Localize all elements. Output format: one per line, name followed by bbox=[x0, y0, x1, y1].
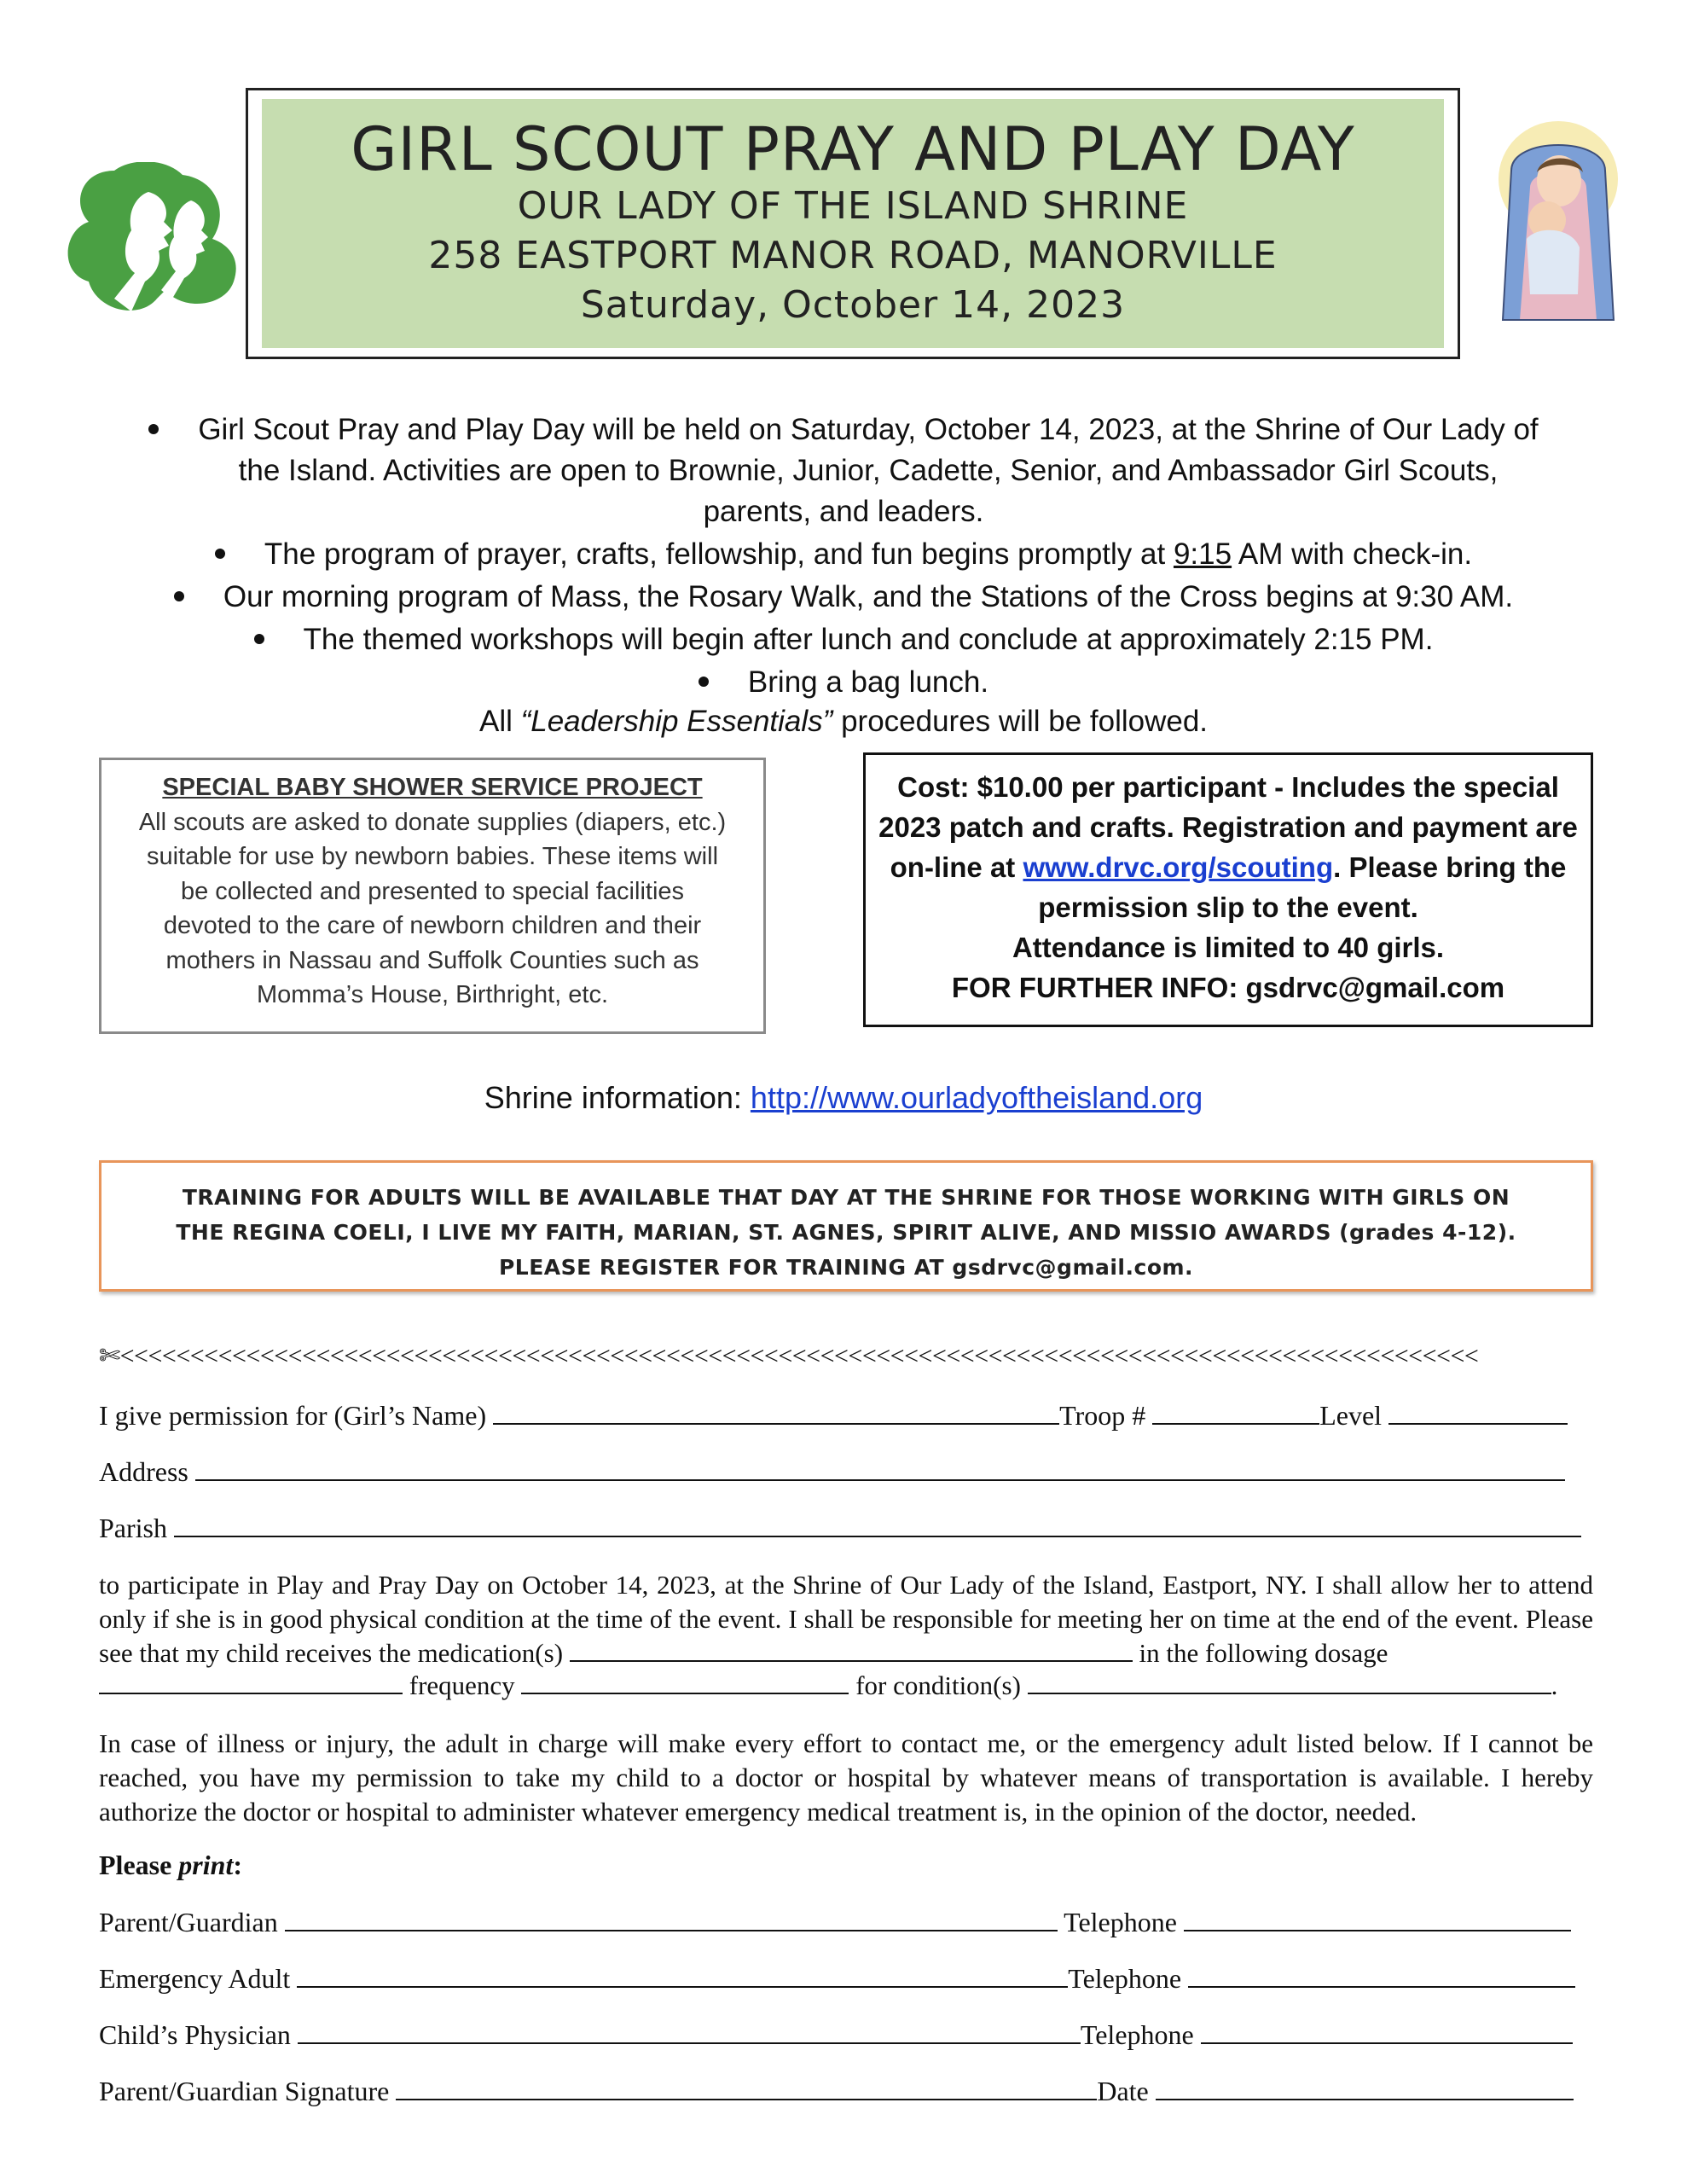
dosage-field[interactable] bbox=[99, 1672, 403, 1694]
shrine-address: 258 EASTPORT MANOR ROAD, MANORVILLE bbox=[428, 234, 1278, 277]
shrine-name: OUR LADY OF THE ISLAND SHRINE bbox=[517, 184, 1189, 228]
bullet-continuation bbox=[0, 491, 1687, 532]
cost-text-part: . Please bring the bbox=[1333, 851, 1567, 883]
emergency-paragraph: In case of illness or injury, the adult in charge will make every effort to contact me, or the emergency adult listed below. If I cannot be reached, you have my permission to take my child to a doctor or hospital by whatever means of transportation is available. I hereby authorize the doctor or hospital to administer whatever emergency medical treatment is, in the opinion of the doctor, needed. bbox=[99, 1728, 1593, 1827]
bullet-continuation bbox=[0, 450, 1687, 491]
permission-text: to participate in Play and Pray Day on October 14, 2023, at the Shrine of Our Lady of the Island, Eastport, NY. I shall allow her to attend only if she is in good physical condition at the time of the event. I shall be responsible for meeting her on time at the end of the event. Please see that my child receives the medication(s) bbox=[99, 1570, 1593, 1668]
baby-shower-text: mothers in Nassau and Suffolk Counties such as bbox=[165, 946, 699, 974]
bullet-text: parents, and leaders. bbox=[703, 495, 984, 528]
note-text: procedures will be followed. bbox=[832, 705, 1209, 738]
attendance-limit: Attendance is limited to 40 girls. bbox=[1012, 932, 1445, 963]
note-text: All bbox=[478, 705, 521, 738]
date-label: Date bbox=[1097, 2076, 1149, 2106]
colon-text: : bbox=[233, 1850, 242, 1880]
bullet-text: AM with check-in. bbox=[1232, 537, 1473, 571]
frequency-label: frequency bbox=[409, 1670, 515, 1700]
physician-row bbox=[99, 2018, 1573, 2051]
emergency-telephone-field[interactable] bbox=[1188, 1962, 1575, 1988]
parent-guardian-field[interactable] bbox=[285, 1906, 1058, 1931]
cost-text-part: on-line at bbox=[890, 851, 1023, 883]
baby-shower-text: suitable for use by newborn babies. These items will bbox=[146, 843, 719, 870]
emergency-adult-field[interactable] bbox=[297, 1962, 1068, 1988]
signature-row bbox=[99, 2075, 1574, 2107]
print-text: print bbox=[178, 1850, 234, 1880]
physician-telephone-field[interactable] bbox=[1201, 2018, 1573, 2044]
cost-text: permission slip to the event. bbox=[1038, 892, 1418, 923]
bullet-text: the Island. Activities are open to Brownie, Junior, Cadette, Senior, and Ambassador Girl Scouts, bbox=[238, 454, 1499, 487]
dosage-row bbox=[99, 1670, 1557, 1701]
registration-link[interactable]: www.drvc.org/scouting bbox=[1023, 851, 1334, 883]
level-field[interactable] bbox=[1388, 1399, 1568, 1425]
signature-label: Parent/Guardian Signature bbox=[99, 2076, 390, 2106]
physician-label: Child’s Physician bbox=[99, 2019, 291, 2050]
telephone-label: Telephone bbox=[1064, 1907, 1177, 1937]
bullet-item-morning-program bbox=[0, 577, 1687, 618]
please-text: Please bbox=[99, 1850, 179, 1880]
period: . bbox=[1551, 1670, 1558, 1700]
cost-info-box bbox=[863, 752, 1593, 1027]
bullet-text: Our morning program of Mass, the Rosary Walk, and the Stations of the Cross begins at 9:30 AM. bbox=[223, 580, 1514, 613]
bullet-item-event-info bbox=[0, 410, 1687, 450]
date-field[interactable] bbox=[1156, 2075, 1574, 2100]
baby-shower-text: Momma’s House, Birthright, etc. bbox=[256, 981, 609, 1008]
address-row bbox=[99, 1455, 1565, 1488]
telephone-label: Telephone bbox=[1068, 1963, 1182, 1994]
parish-field[interactable] bbox=[174, 1512, 1581, 1537]
girl-name-row bbox=[99, 1399, 1568, 1432]
bullet-text: Bring a bag lunch. bbox=[747, 665, 989, 699]
medication-field[interactable] bbox=[570, 1640, 1133, 1662]
shrine-information bbox=[0, 1080, 1687, 1116]
event-header bbox=[262, 99, 1444, 348]
baby-shower-project-box bbox=[99, 758, 766, 1034]
bullet-dot bbox=[699, 677, 709, 687]
emergency-adult-row bbox=[99, 1962, 1575, 1995]
contact-info: FOR FURTHER INFO: gsdrvc@gmail.com bbox=[951, 972, 1505, 1003]
adult-training-box bbox=[99, 1160, 1593, 1292]
bullet-item-workshops bbox=[0, 619, 1687, 660]
training-text: TRAINING FOR ADULTS WILL BE AVAILABLE THAT DAY AT THE SHRINE FOR THOSE WORKING WITH GIRLS ON bbox=[182, 1185, 1510, 1210]
leadership-essentials-title: “Leadership Essentials” bbox=[520, 705, 833, 738]
leadership-note bbox=[0, 701, 1687, 742]
check-in-time: 9:15 bbox=[1173, 537, 1232, 571]
event-title: GIRL SCOUT PRAY AND PLAY DAY bbox=[351, 114, 1355, 184]
bullet-dot bbox=[174, 591, 184, 601]
parent-guardian-row bbox=[99, 1906, 1571, 1938]
physician-field[interactable] bbox=[298, 2018, 1081, 2044]
bullet-dot bbox=[215, 549, 225, 559]
cut-line bbox=[99, 1341, 1478, 1371]
troop-number-field[interactable] bbox=[1152, 1399, 1319, 1425]
scissors-icon: ✄ bbox=[99, 1341, 120, 1371]
address-field[interactable] bbox=[195, 1455, 1565, 1481]
bullet-dot bbox=[254, 634, 264, 644]
troop-label: Troop # bbox=[1059, 1400, 1146, 1431]
signature-field[interactable] bbox=[396, 2075, 1097, 2100]
frequency-field[interactable] bbox=[521, 1672, 849, 1694]
dosage-label: in the following dosage bbox=[1139, 1638, 1388, 1668]
cost-text: 2023 patch and crafts. Registration and payment are bbox=[878, 811, 1578, 843]
girl-name-label: I give permission for (Girl’s Name) bbox=[99, 1400, 487, 1431]
parish-label: Parish bbox=[99, 1513, 167, 1543]
cost-text bbox=[866, 847, 1591, 887]
event-date: Saturday, October 14, 2023 bbox=[580, 283, 1126, 327]
shrine-website-link[interactable]: http://www.ourladyoftheisland.org bbox=[750, 1080, 1203, 1115]
girl-scout-trefoil-logo bbox=[63, 162, 242, 324]
baby-shower-title: SPECIAL BABY SHOWER SERVICE PROJECT bbox=[162, 774, 703, 801]
telephone-label: Telephone bbox=[1080, 2019, 1194, 2050]
girl-name-field[interactable] bbox=[493, 1399, 1059, 1425]
bullet-text: The program of prayer, crafts, fellowship, and fun begins promptly at bbox=[264, 537, 1174, 571]
baby-shower-text: All scouts are asked to donate supplies (diapers, etc.) bbox=[138, 808, 727, 836]
bullet-dot bbox=[148, 424, 159, 434]
parent-guardian-label: Parent/Guardian bbox=[99, 1907, 278, 1937]
shrine-info-label: Shrine information: bbox=[484, 1080, 751, 1115]
cut-arrows: <<<<<<<<<<<<<<<<<<<<<<<<<<<<<<<<<<<<<<<<<<<<<<<<<<<<<<<<<<<<<<<<<<<<<<<<<<<<<<<<<<<<<<<<<<<<<<<<< bbox=[119, 1342, 1479, 1370]
cost-text: Cost: $10.00 per participant - Includes the special bbox=[897, 771, 1559, 803]
condition-field[interactable] bbox=[1028, 1672, 1551, 1694]
address-label: Address bbox=[99, 1456, 188, 1487]
parish-row bbox=[99, 1512, 1581, 1544]
parent-telephone-field[interactable] bbox=[1184, 1906, 1571, 1931]
baby-shower-text: be collected and presented to special facilities bbox=[180, 877, 685, 905]
please-print-heading bbox=[99, 1850, 242, 1881]
training-text: THE REGINA COELI, I LIVE MY FAITH, MARIAN, ST. AGNES, SPIRIT ALIVE, AND MISSIO AWARDS (grades 4-12). bbox=[176, 1220, 1516, 1245]
condition-label: for condition(s) bbox=[855, 1670, 1021, 1700]
bullet-item-program bbox=[0, 534, 1687, 575]
permission-paragraph bbox=[99, 1568, 1593, 1670]
training-text: PLEASE REGISTER FOR TRAINING AT gsdrvc@gmail.com. bbox=[498, 1255, 1194, 1280]
bullet-text: Girl Scout Pray and Play Day will be held on Saturday, October 14, 2023, at the Shrine of Our Lady of bbox=[198, 413, 1539, 446]
bullet-text: The themed workshops will begin after lunch and conclude at approximately 2:15 PM. bbox=[303, 623, 1434, 656]
bullet-item-lunch bbox=[0, 662, 1687, 703]
level-label: Level bbox=[1319, 1400, 1383, 1431]
emergency-adult-label: Emergency Adult bbox=[99, 1963, 291, 1994]
madonna-and-child-image bbox=[1477, 119, 1639, 333]
baby-shower-text: devoted to the care of newborn children and their bbox=[163, 912, 702, 939]
